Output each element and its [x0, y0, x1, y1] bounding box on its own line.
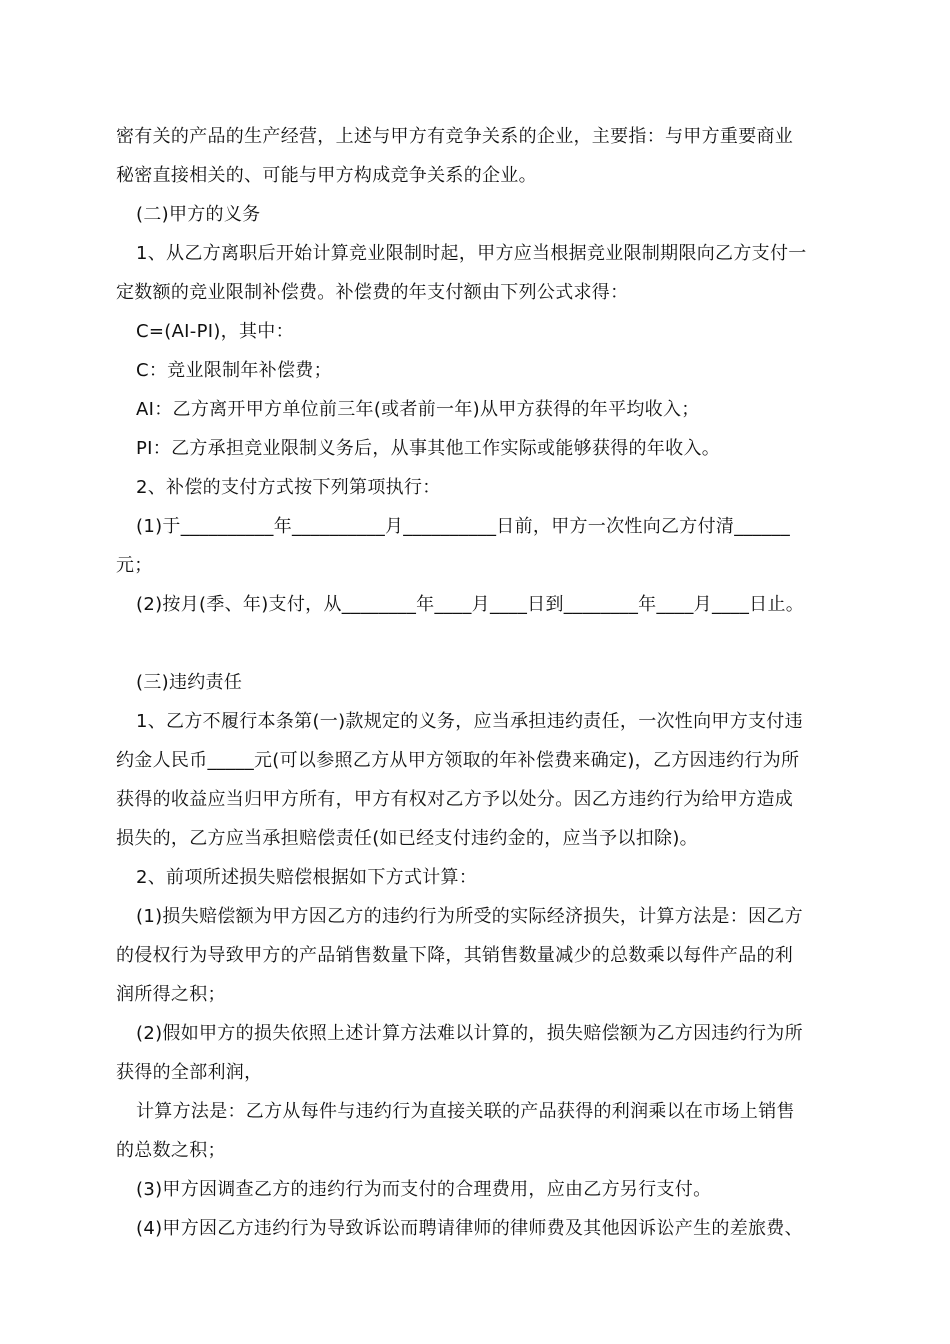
text-line: 2、补偿的支付方式按下列第项执行： — [136, 477, 441, 498]
text-line: 1、从乙方离职后开始计算竞业限制时起，甲方应当根据竞业限制期限向乙方支付一 — [136, 243, 807, 264]
text-line: 获得的全部利润， — [116, 1062, 263, 1083]
section-heading: (二)甲方的义务 — [136, 204, 261, 225]
text-line: (2)按月(季、年)支付，从________年____月____日到________年____月____日止。 — [136, 594, 805, 615]
formula-line: C=(AI-PI)，其中： — [136, 321, 294, 342]
formula-definition: PI：乙方承担竞业限制义务后，从事其他工作实际或能够获得的年收入。 — [136, 438, 721, 459]
text-line: (1)损失赔偿额为甲方因乙方的违约行为所受的实际经济损失，计算方法是：因乙方 — [136, 906, 803, 927]
text-line: (1)于__________年__________月__________日前，甲方一次性向乙方付清______ — [136, 516, 790, 537]
text-line: 定数额的竞业限制补偿费。补偿费的年支付额由下列公式求得： — [116, 282, 629, 303]
text-line: 1、乙方不履行本条第(一)款规定的义务，应当承担违约责任，一次性向甲方支付违 — [136, 711, 803, 732]
formula-definition: C：竞业限制年补偿费； — [136, 360, 332, 381]
text-line: 损失的，乙方应当承担赔偿责任(如已经支付违约金的，应当予以扣除)。 — [116, 828, 698, 849]
text-line: 获得的收益应当归甲方所有，甲方有权对乙方予以处分。因乙方违约行为给甲方造成 — [116, 789, 794, 810]
text-line: 的侵权行为导致甲方的产品销售数量下降，其销售数量减少的总数乘以每件产品的利 — [116, 945, 794, 966]
formula-definition: AI：乙方离开甲方单位前三年(或者前一年)从甲方获得的年平均收入； — [136, 399, 700, 420]
text-line: 2、前项所述损失赔偿根据如下方式计算： — [136, 867, 478, 888]
text-line: 秘密直接相关的、可能与甲方构成竞争关系的企业。 — [116, 165, 537, 186]
text-line: 的总数之积； — [116, 1140, 226, 1161]
text-line: (4)甲方因乙方违约行为导致诉讼而聘请律师的律师费及其他因诉讼产生的差旅费、 — [136, 1218, 803, 1239]
text-line: 元； — [116, 555, 153, 576]
text-line: 润所得之积； — [116, 984, 226, 1005]
text-line: (2)假如甲方的损失依照上述计算方法难以计算的，损失赔偿额为乙方因违约行为所 — [136, 1023, 803, 1044]
text-line: 密有关的产品的生产经营，上述与甲方有竞争关系的企业，主要指：与甲方重要商业 — [116, 126, 794, 147]
text-line: 计算方法是：乙方从每件与违约行为直接关联的产品获得的利润乘以在市场上销售 — [136, 1101, 795, 1122]
text-line: (3)甲方因调查乙方的违约行为而支付的合理费用，应由乙方另行支付。 — [136, 1179, 712, 1200]
section-heading: (三)违约责任 — [136, 672, 243, 693]
text-line: 约金人民币_____元(可以参照乙方从甲方领取的年补偿费来确定)，乙方因违约行为所 — [116, 750, 800, 771]
